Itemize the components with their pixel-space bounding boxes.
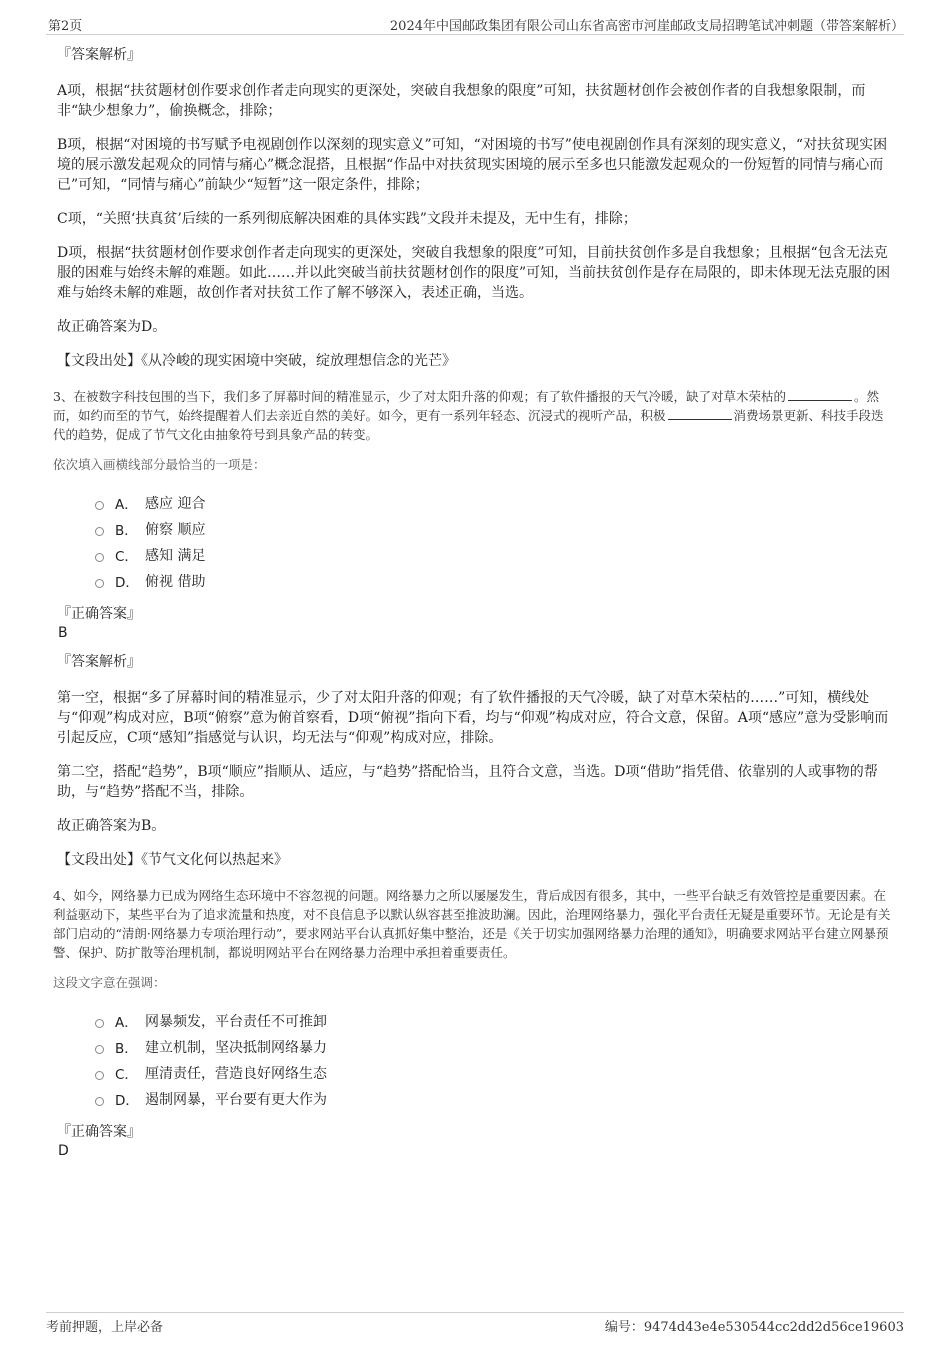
option-b[interactable]: [95, 1034, 894, 1060]
correct-answer-label: 『正确答案』: [57, 606, 141, 622]
option-a[interactable]: [95, 490, 894, 516]
analysis-label: 『答案解析』: [57, 654, 141, 670]
conclusion-text: 故正确答案为B。: [57, 818, 166, 834]
option-text: 厘清责任，营造良好网络生态: [145, 1066, 327, 1082]
option-letter: D．: [115, 1093, 139, 1109]
analysis-paragraph-2: 第二空，搭配“趋势”，B项“顺应”指顺从、适应，与“趋势”搭配恰当，且符合文意，当选。D项“借助”指凭借、依靠别的人或事物的帮助，与“趋势”搭配不当，排除。: [57, 764, 878, 800]
question-4-text: 4、如今，网络暴力已成为网络生态环境中不容忽视的问题。网络暴力之所以屡屡发生，背后成因有很多，其中，一些平台缺乏有效管控是重要因素。在利益驱动下，某些平台为了追求流量和热度，对不良信息予以默认纵容甚至推波助澜。因此，治理网络暴力，强化平台责任无疑是重要环节。无论是有关部门启动的“清朗·网络暴力专项治理行动”，要求网站平台认真抓好集中整治，还是《关于切实加强网络暴力治理的通知》，明确要求网站平台建立网暴预警、保护、防扩散等治理机制，都说明网站平台在网络暴力治理中承担着重要责任。: [53, 888, 891, 960]
option-c[interactable]: [95, 542, 894, 568]
source-citation: 【文段出处】《节气文化何以热起来》: [57, 852, 288, 868]
option-text: 俯察 顺应: [145, 522, 206, 538]
radio-icon[interactable]: [95, 1045, 104, 1054]
option-d[interactable]: [95, 568, 894, 594]
option-letter: C．: [115, 1067, 138, 1083]
radio-icon[interactable]: [95, 527, 104, 536]
radio-icon[interactable]: [95, 501, 104, 510]
option-letter: B．: [115, 1041, 138, 1057]
question-3-part1: 3、在被数字科技包围的当下，我们多了屏幕时间的精准显示，少了对太阳升落的仰观；有了软件播报的天气冷暖，缺了对草木荣枯的: [53, 389, 786, 404]
radio-icon[interactable]: [95, 579, 104, 588]
page-number: 第2页: [48, 19, 83, 34]
correct-answer: B: [58, 625, 68, 641]
option-letter: B．: [115, 523, 138, 539]
option-text: 感知 满足: [145, 548, 206, 564]
footer-serial: [605, 1316, 904, 1335]
question-3-part3: 消费场景更新、科技手段迭代的趋势，促成了节气文化由抽象符号到具象产品的转变。: [53, 408, 884, 442]
radio-icon[interactable]: [95, 1071, 104, 1080]
footer-slogan: 考前押题，上岸必备: [46, 1320, 164, 1335]
option-text: 遏制网暴，平台要有更大作为: [145, 1092, 327, 1108]
fill-blank-1: [788, 399, 852, 401]
option-text: 网暴频发，平台责任不可推卸: [145, 1014, 327, 1030]
option-letter: A．: [115, 497, 138, 513]
option-letter: D．: [115, 575, 139, 591]
serial-number: 9474d43e4e530544cc2dd2d56ce19603: [643, 1320, 904, 1335]
fill-blank-2: [668, 418, 732, 420]
question-3-options: [95, 490, 894, 594]
analysis-paragraph-b: B项，根据“对困境的书写赋予电视剧创作以深刻的现实意义”可知，“对困境的书写”使电视剧创作具有深刻的现实意义，“对扶贫现实困境的展示激发起观众的同情与痛心”概念混搭，且根据“作品中对扶贫现实困境的展示至多也只能激发起观众的一份短暂的同情与痛心而已”可知，“同情与痛心”前缺少“短暂”这一限定条件，排除；: [57, 137, 888, 193]
analysis-label: 『答案解析』: [57, 47, 141, 63]
option-d[interactable]: [95, 1086, 894, 1112]
radio-icon[interactable]: [95, 1097, 104, 1106]
radio-icon[interactable]: [95, 1019, 104, 1028]
correct-answer-label: 『正确答案』: [57, 1124, 141, 1140]
page-footer: [46, 1312, 904, 1339]
option-b[interactable]: [95, 516, 894, 542]
radio-icon[interactable]: [95, 553, 104, 562]
option-text: 建立机制，坚决抵制网络暴力: [145, 1040, 327, 1056]
analysis-paragraph-a: A项，根据“扶贫题材创作要求创作者走向现实的更深处，突破自我想象的限度”可知，扶贫题材创作会被创作者的自我想象限制，而非“缺少想象力”，偷换概念，排除；: [57, 83, 866, 119]
option-a[interactable]: [95, 1008, 894, 1034]
page-content: [53, 45, 894, 1160]
option-letter: C．: [115, 549, 138, 565]
source-citation: 【文段出处】《从冷峻的现实困境中突破，绽放理想信念的光芒》: [57, 353, 456, 369]
page-header: [46, 14, 904, 35]
question-3-part2: 。然而，如约而至的节气，始终提醒着人们去亲近自然的美好。如今，更有一系列年轻态、沉浸式的视听产品，积极: [53, 389, 879, 423]
correct-answer: D: [58, 1143, 69, 1159]
conclusion-text: 故正确答案为D。: [57, 319, 167, 335]
question-4-options: [95, 1008, 894, 1112]
analysis-paragraph-d: D项，根据“扶贫题材创作要求创作者走向现实的更深处，突破自我想象的限度”可知，目前扶贫创作多是自我想象；且根据“包含无法克服的困难与始终未解的难题。如此……并以此突破当前扶贫题材创作的限度”可知，当前扶贫创作是存在局限的，即未体现无法克服的困难与始终未解的难题，故创作者对扶贫工作了解不够深入，表述正确，当选。: [57, 245, 891, 301]
question-4-prompt: 这段文字意在强调：: [53, 975, 166, 990]
analysis-paragraph-1: 第一空，根据“多了屏幕时间的精准显示，少了对太阳升落的仰观；有了软件播报的天气冷暖，缺了对草木荣枯的……”可知，横线处与“仰观”构成对应，B项“俯察”意为俯首察看，D项“俯视”指向下看，均与“仰观”构成对应，符合文意，保留。A项“感应”意为受影响而引起反应，C项“感知”指感觉与认识，均无法与“仰观”构成对应，排除。: [57, 690, 889, 746]
option-text: 俯视 借助: [145, 574, 206, 590]
question-3-text: [53, 387, 894, 444]
document-title: 2024年中国邮政集团有限公司山东省高密市河崖邮政支局招聘笔试冲刺题（带答案解析）: [389, 19, 904, 34]
analysis-paragraph-c: C项，“关照‘扶真贫’后续的一系列彻底解决困难的具体实践”文段并未提及，无中生有，排除；: [57, 211, 637, 227]
option-letter: A．: [115, 1015, 138, 1031]
option-text: 感应 迎合: [145, 496, 206, 512]
option-c[interactable]: [95, 1060, 894, 1086]
question-3-prompt: 依次填入画横线部分最恰当的一项是：: [53, 457, 266, 472]
serial-label: 编号：: [604, 1320, 644, 1335]
